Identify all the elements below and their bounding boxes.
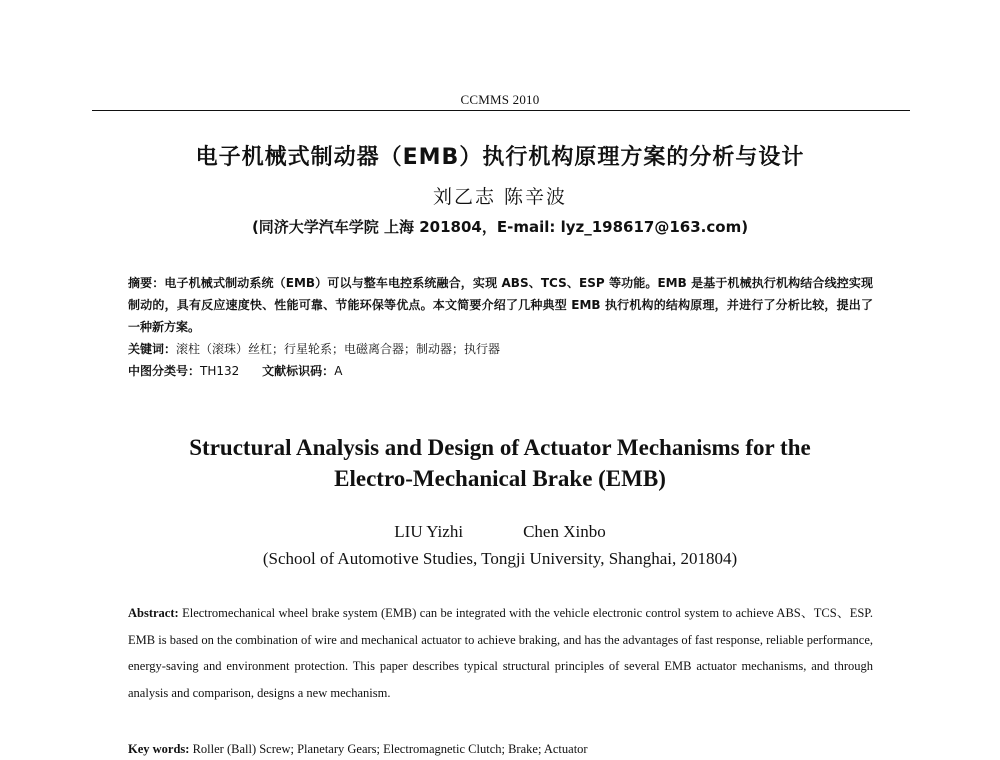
classification-value: TH132 [200, 364, 240, 378]
classification-label: 中图分类号： [128, 364, 201, 378]
english-abstract-label: Abstract: [128, 606, 179, 620]
journal-header: CCMMS 2010 [460, 92, 540, 107]
chinese-affiliation: (同济大学汽车学院 上海 201804，E-mail: lyz_198617@163.com) [251, 218, 749, 236]
english-author-2: Chen Xinbo [523, 522, 606, 541]
chinese-title: 电子机械式制动器（EMB）执行机构原理方案的分析与设计 [195, 145, 805, 170]
chinese-authors: 刘乙志 陈辛波 [432, 186, 568, 208]
english-title-line1: Structural Analysis and Design of Actuator Mechanisms for the [189, 435, 811, 460]
doc-code-label: 文献标识码： [262, 364, 335, 378]
english-keywords-label: Key words: [128, 742, 190, 756]
chinese-keywords [128, 338, 873, 360]
english-keywords [128, 739, 873, 759]
english-author-1: LIU Yizhi [394, 522, 464, 541]
chinese-abstract-block [128, 272, 873, 382]
chinese-abstract [128, 272, 873, 338]
doc-code-value: A [334, 364, 343, 378]
chinese-classification [128, 360, 873, 382]
english-abstract-text: Electromechanical wheel brake system (EMB) can be integrated with the vehicle electronic control system to achieve ABS、TCS、ESP. EMB is based on the combination of wire and mechanical actuator to achieve braking, and has the advantages of fast response, reliable performance, energy-saving and environment protection. This paper describes typical structural principles of several EMB actuator mechanisms, and through analysis and comparison, designs a new mechanism. [128, 606, 874, 700]
chinese-keywords-label: 关键词： [128, 342, 177, 356]
english-keywords-text: Roller (Ball) Screw; Planetary Gears; Electromagnetic Clutch; Brake; Actuator [192, 742, 588, 756]
header-rule [92, 110, 910, 111]
english-authors [0, 522, 1000, 542]
english-title-line2: Electro-Mechanical Brake (EMB) [334, 466, 666, 491]
english-abstract [128, 600, 873, 706]
english-affiliation: (School of Automotive Studies, Tongji University, Shanghai, 201804) [262, 549, 738, 568]
chinese-abstract-label: 摘要： [128, 276, 165, 290]
chinese-keywords-text: 滚柱（滚珠）丝杠；行星轮系；电磁离合器；制动器；执行器 [176, 342, 501, 356]
english-title [0, 432, 1000, 494]
chinese-abstract-text: 电子机械式制动系统（EMB）可以与整车电控系统融合，实现 ABS、TCS、ESP 等功能。EMB 是基于机械执行机构结合线控实现制动的，具有反应速度快、性能可靠、节能环保等优点。本文简要介绍了几种典型 EMB 执行机构的结构原理，并进行了分析比较，提出了一种新方案。 [128, 276, 873, 334]
